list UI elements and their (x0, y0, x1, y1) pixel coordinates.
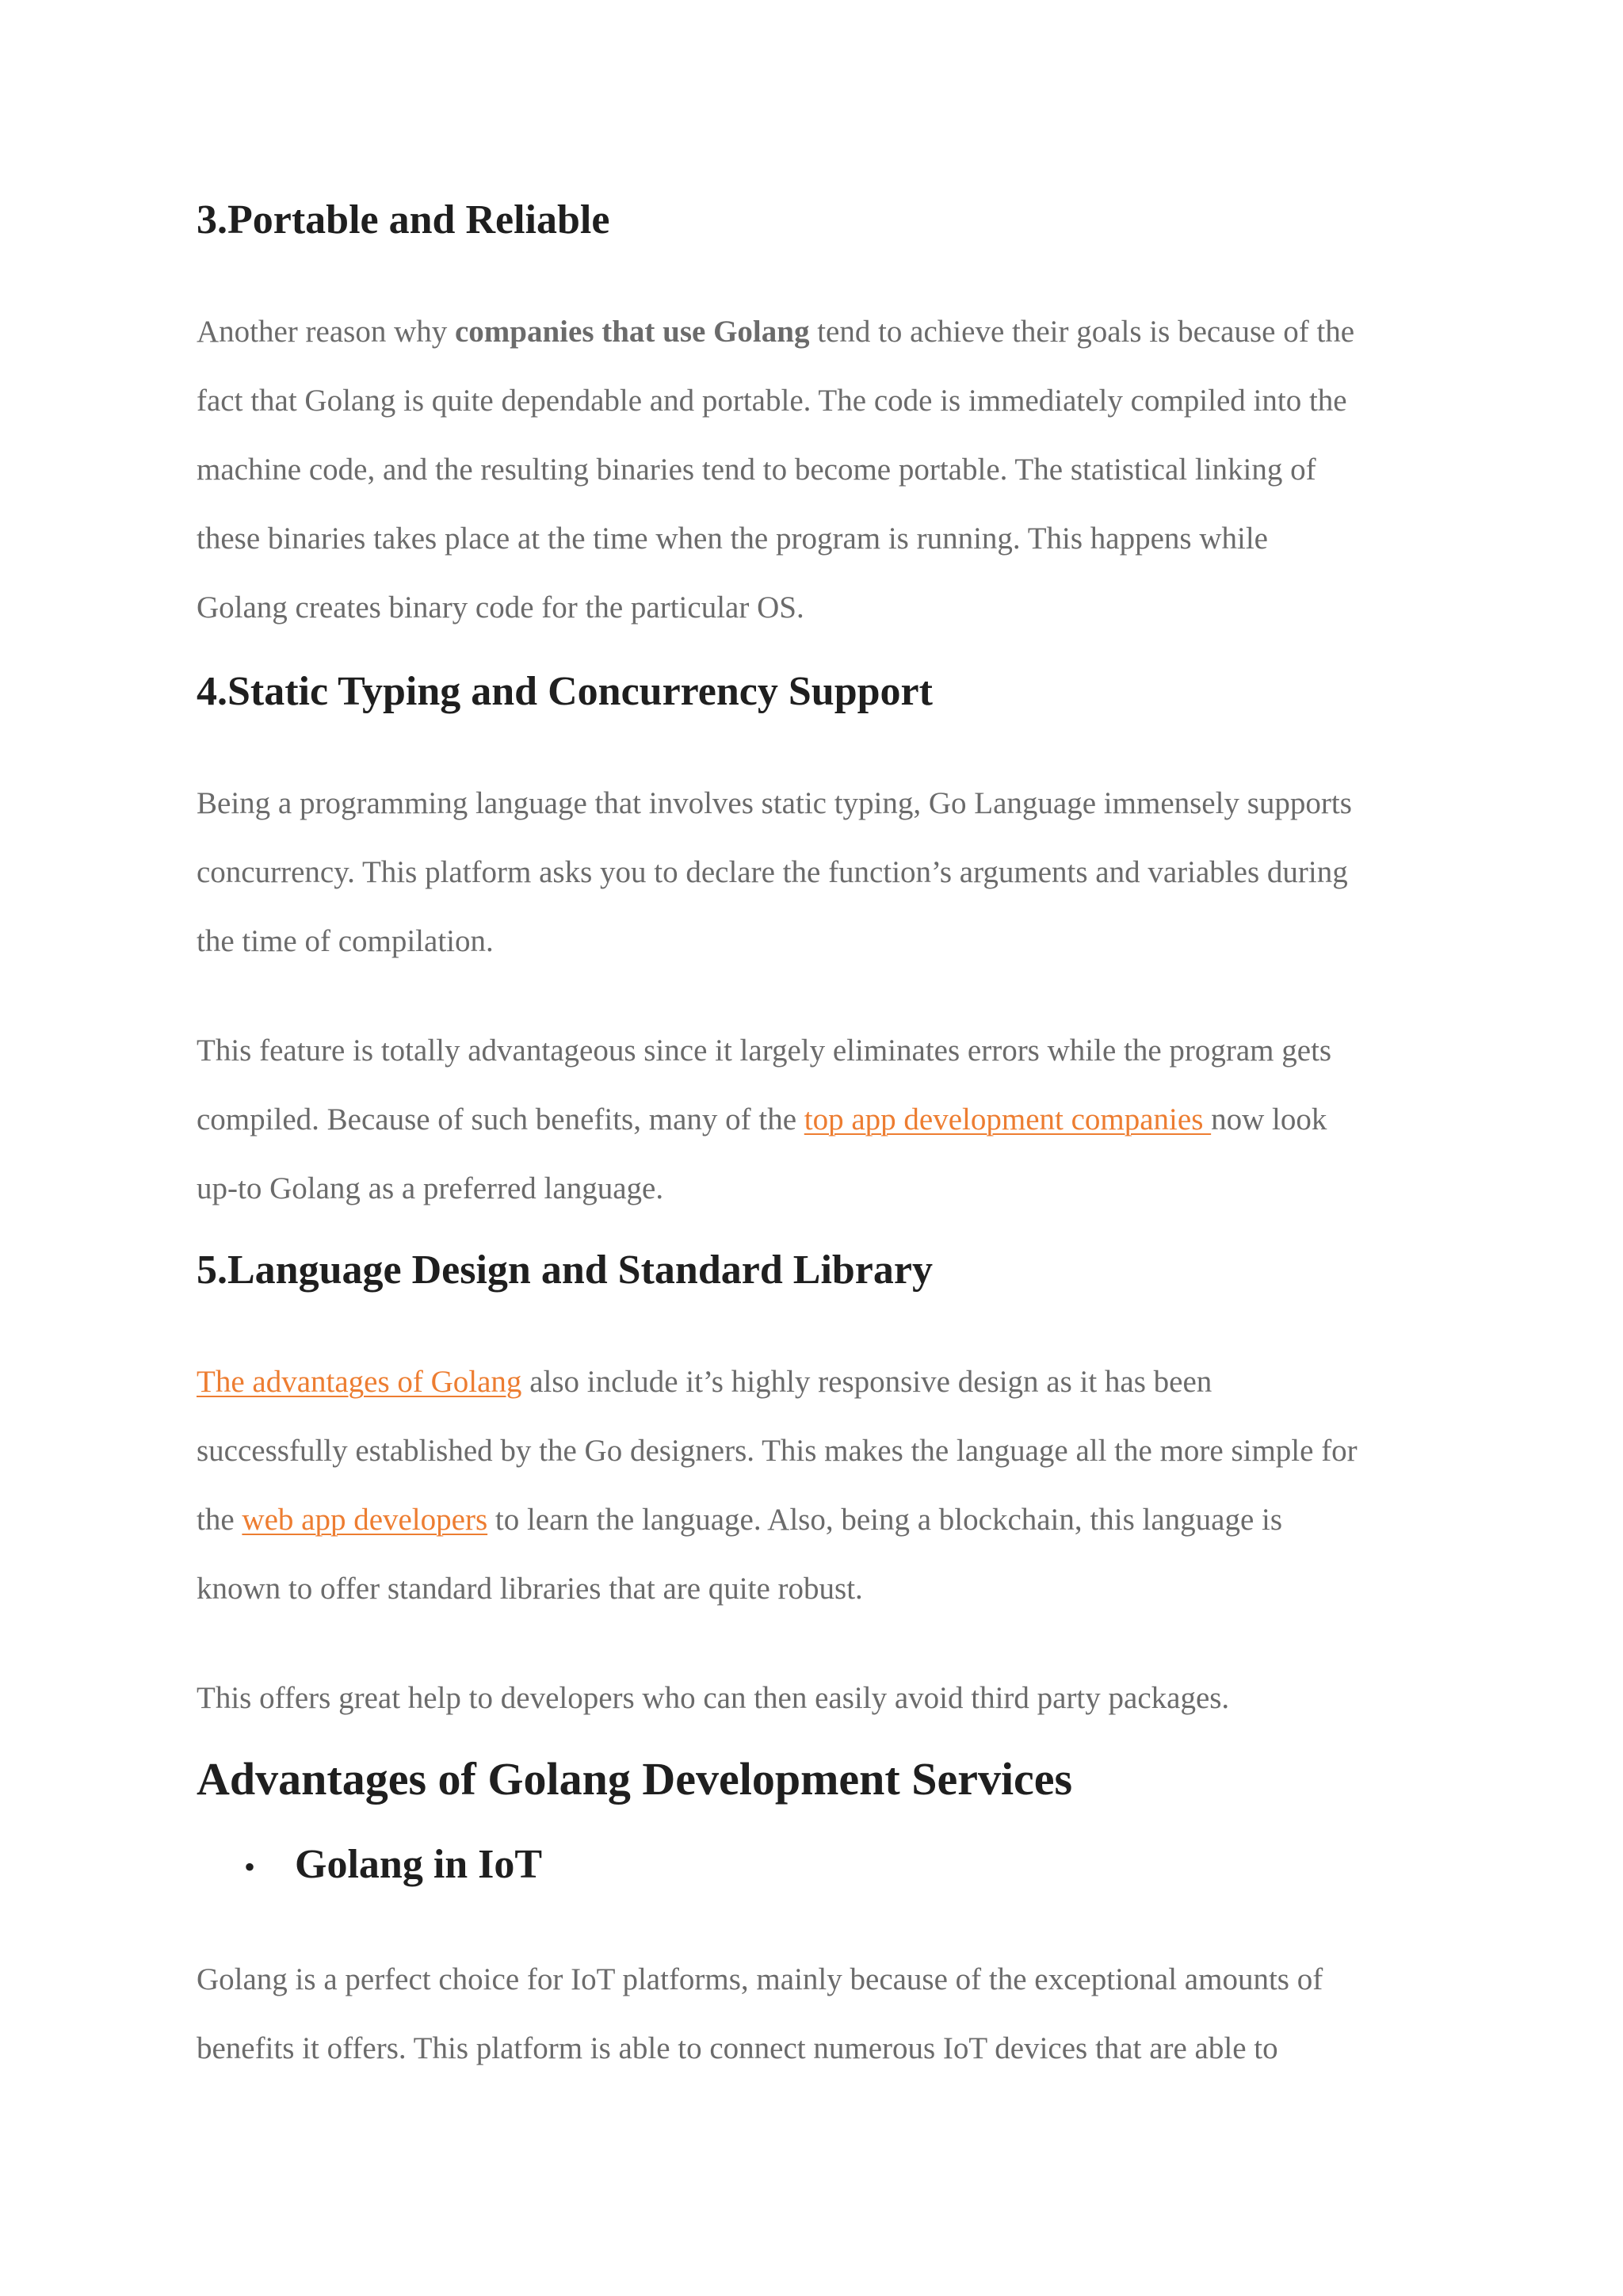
paragraph-line: the time of compilation. (197, 924, 494, 958)
paragraph-line: Golang creates binary code for the particular OS. (197, 590, 804, 625)
paragraph-line: This feature is totally advantageous since it largely eliminates errors while the program gets (197, 1033, 1332, 1068)
bullet-icon: • (244, 1849, 256, 1885)
paragraph-line: fact that Golang is quite dependable and portable. The code is immediately compiled into the (197, 384, 1347, 418)
list-item-golang-in-iot: Golang in IoT (295, 1842, 543, 1887)
paragraph-line: benefits it offers. This platform is able to connect numerous IoT devices that are able to (197, 2031, 1278, 2065)
paragraph-line (197, 313, 1354, 351)
section-heading-portable-reliable: 3.Portable and Reliable (197, 197, 610, 243)
bold-phrase: companies that use Golang (455, 315, 810, 349)
paragraph-line: known to offer standard libraries that are quite robust. (197, 1572, 863, 1606)
paragraph-line: up-to Golang as a preferred language. (197, 1171, 664, 1205)
paragraph-line: Being a programming language that involves static typing, Go Language immensely supports (197, 786, 1352, 820)
paragraph-line: successfully established by the Go designers. This makes the language all the more simple for (197, 1434, 1358, 1468)
text-span: tend to achieve their goals is because of the (809, 315, 1355, 349)
link-top-app-development-companies[interactable]: top app development companies (804, 1102, 1212, 1137)
link-advantages-of-golang[interactable]: The advantages of Golang (197, 1365, 522, 1399)
text-span: the (197, 1503, 242, 1537)
paragraph-line: This offers great help to developers who can then easily avoid third party packages. (197, 1681, 1230, 1715)
paragraph-line: Golang is a perfect choice for IoT platforms, mainly because of the exceptional amounts of (197, 1962, 1323, 1996)
section-heading-language-design: 5.Language Design and Standard Library (197, 1247, 933, 1293)
text-span: Another reason why (197, 315, 455, 349)
text-span: to learn the language. Also, being a blockchain, this language is (487, 1503, 1283, 1537)
text-span: now look (1211, 1102, 1327, 1137)
paragraph-line (197, 1501, 1282, 1539)
paragraph-line: these binaries takes place at the time when the program is running. This happens while (197, 521, 1268, 556)
paragraph-line (197, 1101, 1327, 1139)
section-heading-advantages: Advantages of Golang Development Services (197, 1753, 1073, 1805)
text-span: also include it’s highly responsive design as it has been (521, 1365, 1212, 1399)
text-span: compiled. Because of such benefits, many of the (197, 1102, 804, 1137)
link-web-app-developers[interactable]: web app developers (242, 1503, 488, 1537)
paragraph-line: concurrency. This platform asks you to declare the function’s arguments and variables during (197, 855, 1348, 889)
section-heading-static-typing: 4.Static Typing and Concurrency Support (197, 669, 933, 714)
paragraph-line (197, 1363, 1212, 1401)
paragraph-line: machine code, and the resulting binaries tend to become portable. The statistical linking of (197, 453, 1316, 487)
